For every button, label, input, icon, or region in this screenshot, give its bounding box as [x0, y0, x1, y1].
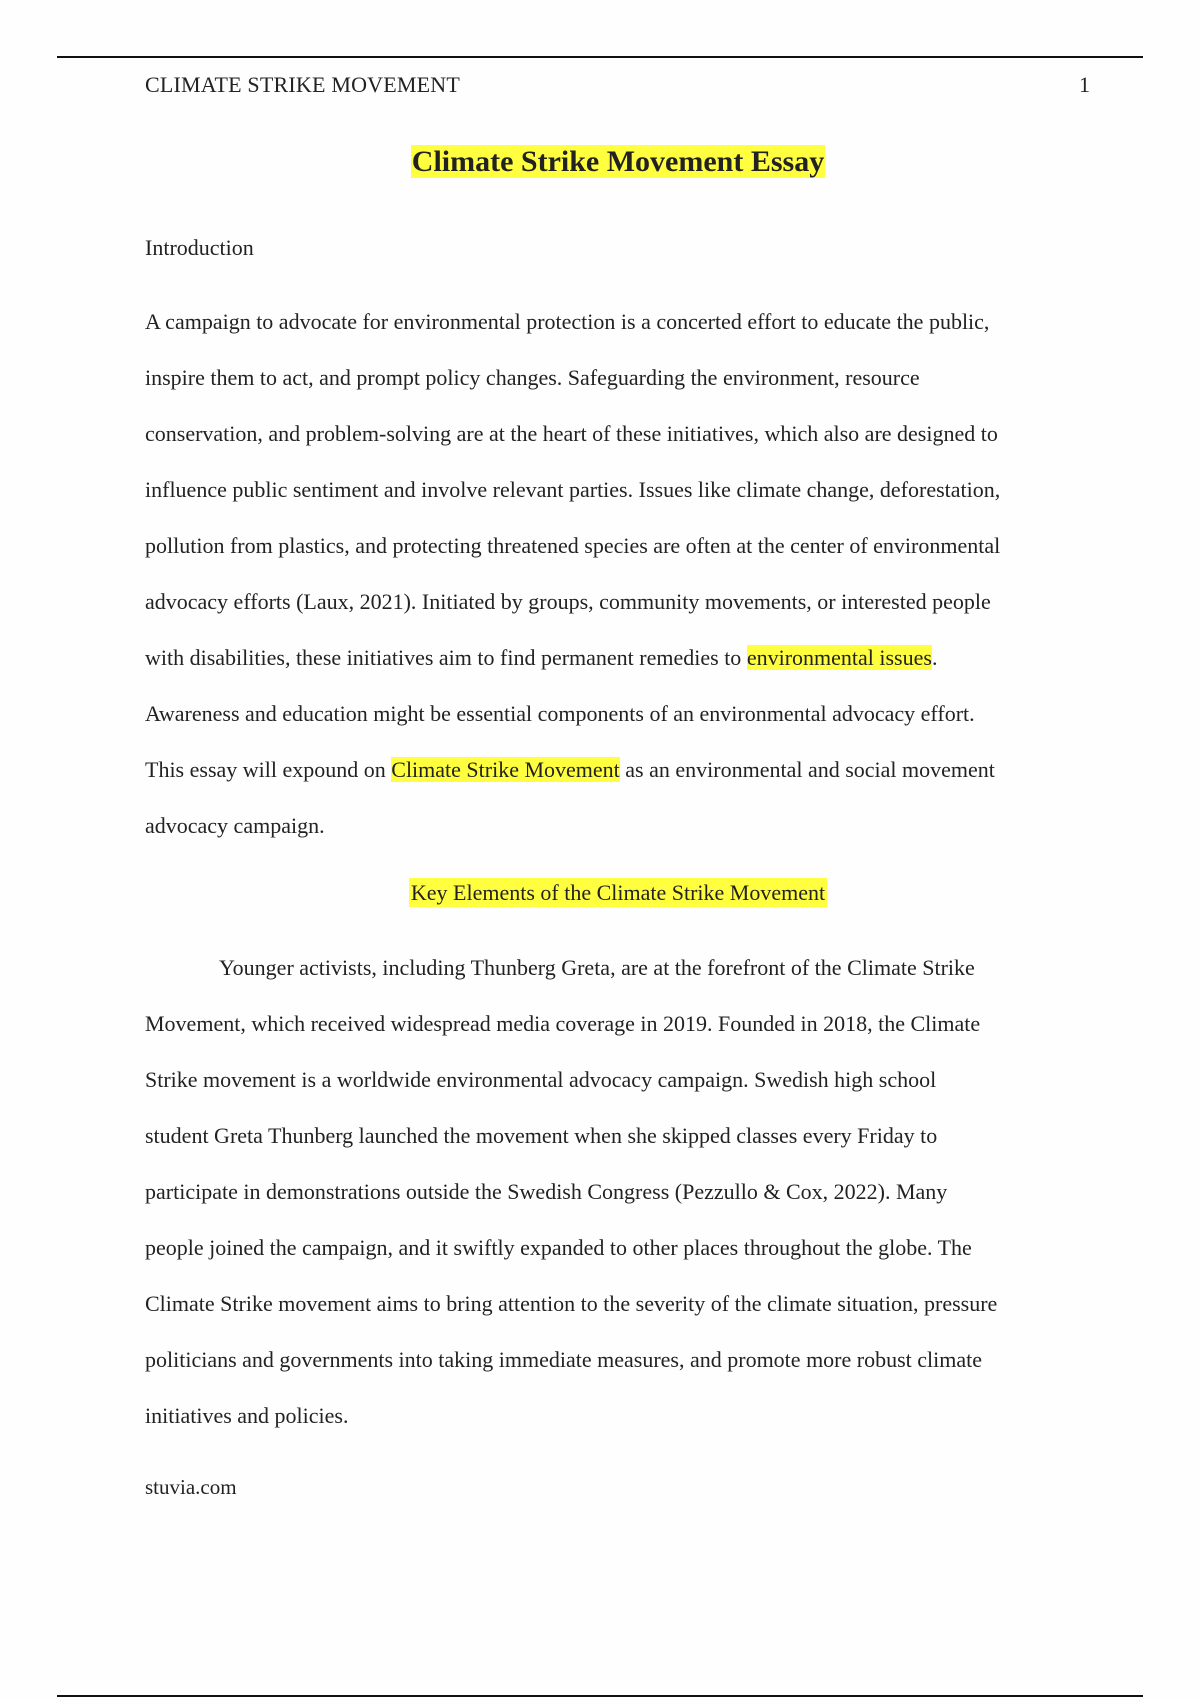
paragraph-line: conservation, and problem-solving are at the heart of these initiatives, which also are designed to: [145, 421, 998, 446]
key-elements-heading: Key Elements of the Climate Strike Movement: [410, 880, 826, 905]
line-text: with disabilities, these initiatives aim to find permanent remedies to: [145, 645, 747, 670]
paragraph-line: Climate Strike movement aims to bring attention to the severity of the climate situation, pressure: [145, 1291, 998, 1316]
running-head: CLIMATE STRIKE MOVEMENT: [145, 72, 461, 97]
introduction-heading: Introduction: [145, 235, 254, 260]
paragraph-line: Awareness and education might be essential components of an environmental advocacy effort.: [145, 701, 975, 726]
paragraph-line: Younger activists, including Thunberg Greta, are at the forefront of the Climate Strike: [219, 955, 975, 980]
top-rule: [57, 56, 1143, 58]
paragraph-line: participate in demonstrations outside the Swedish Congress (Pezzullo & Cox, 2022). Many: [145, 1179, 948, 1204]
bottom-rule: [57, 1695, 1143, 1697]
highlighted-text: environmental issues: [746, 645, 932, 670]
title-container: [0, 145, 1200, 179]
line-text: .: [931, 645, 938, 670]
paragraph-line: advocacy efforts (Laux, 2021). Initiated by groups, community movements, or interested people: [145, 589, 991, 614]
paragraph-line: politicians and governments into taking immediate measures, and promote more robust climate: [145, 1347, 983, 1372]
highlighted-text: Climate Strike Movement: [391, 757, 620, 782]
key-elements-heading-container: [0, 880, 1200, 906]
paragraph-line: pollution from plastics, and protecting threatened species are often at the center of environmental: [145, 533, 1001, 558]
paragraph-line: advocacy campaign.: [145, 813, 325, 838]
paragraph-line: [145, 630, 1095, 686]
line-text: as an environmental and social movement: [619, 757, 995, 782]
line-text: This essay will expound on: [145, 757, 392, 782]
paragraph-line: A campaign to advocate for environmental protection is a concerted effort to educate the public,: [145, 309, 990, 334]
page-number: 1: [1079, 72, 1090, 97]
document-title: Climate Strike Movement Essay: [411, 145, 825, 178]
paragraph-line: initiatives and policies.: [145, 1403, 349, 1428]
key-elements-paragraph: [145, 940, 1095, 1444]
source-watermark: stuvia.com: [145, 1475, 237, 1499]
paragraph-line: Movement, which received widespread media coverage in 2019. Founded in 2018, the Climate: [145, 1011, 981, 1036]
paragraph-line: [145, 742, 1095, 798]
paragraph-line: people joined the campaign, and it swiftly expanded to other places throughout the globe. The: [145, 1235, 972, 1260]
introduction-paragraph: [145, 294, 1095, 854]
paragraph-line: influence public sentiment and involve relevant parties. Issues like climate change, deforestation,: [145, 477, 1001, 502]
paragraph-line: student Greta Thunberg launched the movement when she skipped classes every Friday to: [145, 1123, 938, 1148]
paragraph-line: Strike movement is a worldwide environmental advocacy campaign. Swedish high school: [145, 1067, 937, 1092]
paragraph-line: inspire them to act, and prompt policy changes. Safeguarding the environment, resource: [145, 365, 920, 390]
